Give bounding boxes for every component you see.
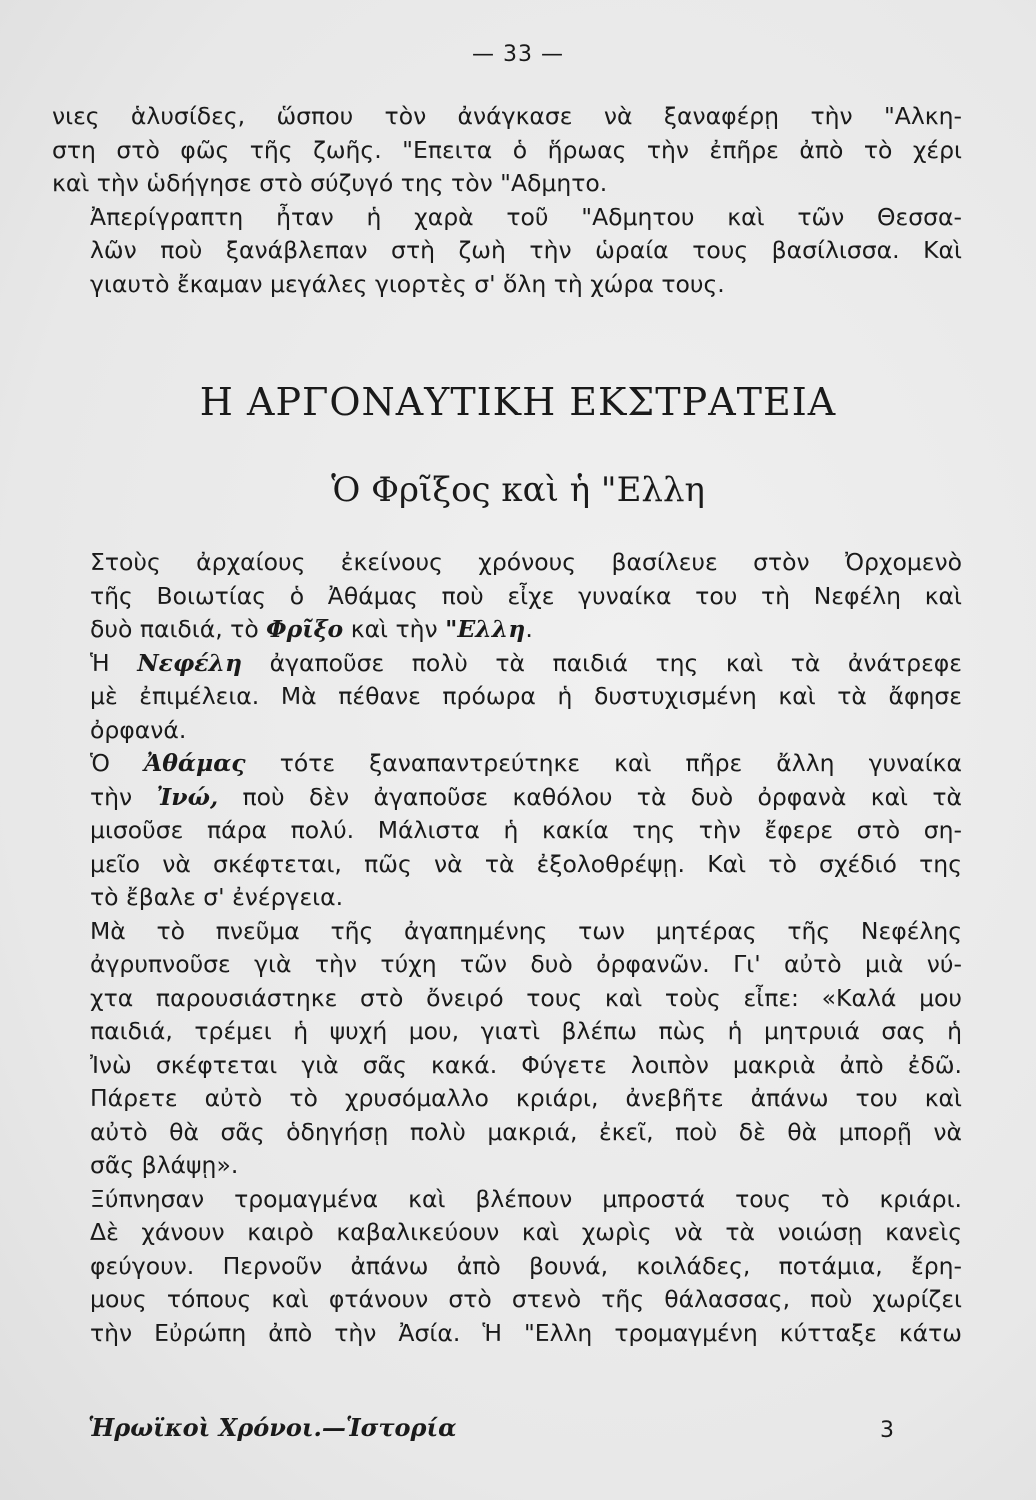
text-line: τὴν Εὐρώπη ἀπὸ τὴν Ἀσία. Ἡ "Ελλη τρομαγμένη κύτταξε κάτω [90, 1318, 962, 1347]
page-number: — 33 — [472, 42, 564, 67]
text-line: αὐτὸ θὰ σᾶς ὁδηγήσῃ πολὺ μακριά, ἐκεῖ, ποὺ δὲ θὰ μπορῇ νὰ [90, 1117, 962, 1146]
text-line: καὶ τὴν ὡδήγησε στὸ σύζυγό της τὸν "Αδμητο. [52, 169, 608, 197]
text-line: Μὰ τὸ πνεῦμα τῆς ἀγαπημένης των μητέρας τῆς Νεφέλης [90, 916, 962, 945]
text-line: Ἰνὼ σκέφτεται γιὰ σᾶς κακά. Φύγετε λοιπὸν μακριὰ ἀπὸ ἐδῶ. [90, 1050, 962, 1079]
paragraph-3 [52, 747, 962, 915]
emphasis-name: "Ελλη [445, 615, 526, 643]
text-line: ἀγρυπνοῦσε γιὰ τὴν τύχη τῶν δυὸ ὀρφανῶν. Γι' αὐτὸ μιὰ νύ- [90, 950, 962, 978]
emphasis-name: Ἀθάμας [144, 749, 246, 777]
text-line: Ὁ Ἀθάμας τότε ξαναπαντρεύτηκε καὶ πῆρε ἄλλη γυναίκα [90, 749, 962, 777]
text-line: στη στὸ φῶς τῆς ζωῆς. "Επειτα ὁ ἥρωας τὴν ἐπῆρε ἀπὸ τὸ χέρι [52, 135, 962, 164]
paragraph-2 [52, 647, 962, 748]
text-line: γιαυτὸ ἔκαμαν μεγάλες γιορτὲς σ' ὅλη τὴ χώρα τους. [90, 269, 725, 298]
text-line: Πάρετε αὐτὸ τὸ χρυσόμαλλο κριάρι, ἀνεβῆτε ἀπάνω του καὶ [90, 1084, 962, 1112]
text-line: Δὲ χάνουν καιρὸ καβαλικεύουν καὶ χωρὶς νὰ τὰ νοιώσῃ κανεὶς [90, 1218, 962, 1246]
footer-book-title: Ἡρωϊκοὶ Χρόνοι.—Ἱστορία [88, 1413, 457, 1442]
emphasis-name: Νεφέλη [137, 648, 243, 677]
text-line: χτα παρουσιάστηκε στὸ ὄνειρό τους καὶ τοὺς εἶπε: «Καλά μου [90, 983, 962, 1012]
text-line: μεῖο νὰ σκέφτεται, πῶς νὰ τὰ ἐξολοθρέψῃ. Καὶ τὸ σχέδιό της [90, 849, 962, 878]
emphasis-name: Ἰνώ, [156, 782, 219, 811]
body-text [52, 546, 962, 1350]
chapter-title: Η ΑΡΓΟΝΑΥΤΙΚΗ ΕΚΣΤΡΑΤΕΙΑ [199, 380, 837, 424]
text-line: σᾶς βλάψῃ». [90, 1151, 239, 1179]
emphasis-name: Φρῖξο [266, 615, 344, 643]
text-line: παιδιά, τρέμει ἡ ψυχή μου, γιατὶ βλέπω πὼς ἡ μητρυιά σας ἡ [90, 1017, 962, 1045]
text-line: τὸ ἔβαλε σ' ἐνέργεια. [90, 883, 344, 911]
text-line: ὀρφανά. [90, 715, 187, 744]
text-line: Στοὺς ἀρχαίους ἐκείνους χρόνους βασίλευε στὸν Ὀρχομενὸ [90, 548, 962, 576]
signature-number: 3 [880, 1418, 894, 1443]
paragraph-1 [52, 546, 962, 647]
text-line: φεύγουν. Περνοῦν ἀπάνω ἀπὸ βουνά, κοιλάδες, ποτάμια, ἔρη- [90, 1251, 962, 1280]
text-line: τῆς Βοιωτίας ὁ Ἀθάμας ποὺ εἶχε γυναίκα του τὴ Νεφέλη καὶ [90, 581, 962, 610]
paragraph-5 [52, 1183, 962, 1351]
text-line: Ἀπερίγραπτη ἦταν ἡ χαρὰ τοῦ "Αδμητου καὶ τῶν Θεσσα- [90, 202, 962, 231]
intro-paragraph [52, 100, 962, 301]
section-subtitle: Ὁ Φρῖξος καὶ ἡ "Ελλη [331, 470, 705, 510]
text-line: δυὸ παιδιά, τὸ Φρῖξο καὶ τὴν "Ελλη. [90, 615, 533, 643]
text-line: μισοῦσε πάρα πολύ. Μάλιστα ἡ κακία της τὴν ἔφερε στὸ ση- [90, 816, 962, 844]
text-line: μὲ ἐπιμέλεια. Μὰ πέθανε πρόωρα ἡ δυστυχισμένη καὶ τὰ ἄφησε [90, 682, 962, 710]
text-line: τὴν Ἰνώ, ποὺ δὲν ἀγαποῦσε καθόλου τὰ δυὸ ὀρφανὰ καὶ τὰ [90, 782, 962, 811]
text-line: νιες ἁλυσίδες, ὥσπου τὸν ἀνάγκασε νὰ ξαναφέρῃ τὴν "Αλκη- [52, 102, 962, 130]
text-line: μους τόπους καὶ φτάνουν στὸ στενὸ τῆς θάλασσας, ποὺ χωρίζει [90, 1285, 962, 1313]
paragraph-4 [52, 915, 962, 1183]
text-line: Ξύπνησαν τρομαγμένα καὶ βλέπουν μπροστά τους τὸ κριάρι. [90, 1184, 962, 1213]
text-line: λῶν ποὺ ξανάβλεπαν στὴ ζωὴ τὴν ὡραία τους βασίλισσα. Καὶ [90, 236, 962, 264]
text-line: Ἡ Νεφέλη ἀγαποῦσε πολὺ τὰ παιδιά της καὶ τὰ ἀνάτρεφε [90, 648, 962, 677]
